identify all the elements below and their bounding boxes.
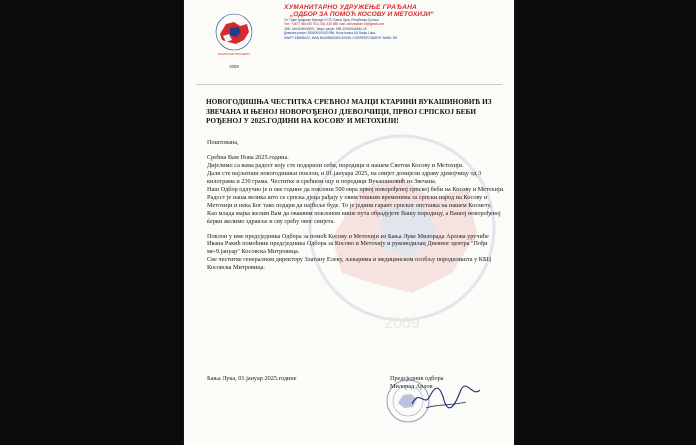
- body-line: Као млада мајка желим Вам да оваквим поклоном више пута обрадујете Вашу породицу, а Вашој новорођеној ќерки желимо здравље и сву срећу овог свијета.: [207, 209, 501, 225]
- handwritten-signature: [406, 378, 486, 414]
- body-line: Све честитке генералном директору Златану Елеку, љекарима и медицинском особљу породилишта у КБЦ Косовска Митровица.: [207, 256, 492, 272]
- org-foreign-account: Девизни рачун: 555000000101996, Nova banka AD Banja Luka,: [284, 31, 376, 36]
- org-phone-email: Тел: +3877 065 687 913, 051 435 880 mail: odborsakim.bl@gmail.com: [284, 22, 385, 27]
- body-line: Дали сте најљепши новогодишњи поклон, и 01.јануара 2025, на свијет донијели здраву дјевојчицу од 3 килограма и 230 грама. Честитке и срећном оцу и породици Вукашиновић из Звечана.: [207, 169, 482, 185]
- place-date: Бања Лука, 01.јануар 2025.године: [207, 375, 297, 382]
- org-swift: SWIFT KBBIBA22, IBAN BA395550000101996, CORRESPONDENT BANK: BS: [284, 35, 398, 40]
- signer-name: Милорад Арлов: [390, 383, 433, 390]
- org-name-line1: ХУМАНИТАРНО УДРУЖЕЊЕ ГРАЂАНА: [284, 4, 417, 11]
- letterhead: [284, 4, 512, 40]
- letter-body: [207, 139, 505, 272]
- logo-year: 2009: [229, 64, 239, 69]
- body-line: Радост је наша велика што се српска дјеца рађају у овим тешким временима за српски народ на Косову и Метохији и нека Бог тако подари да најбоље буде. То је једини гарант српског опстанка на нашем Космету.: [207, 193, 492, 209]
- letter-page: [184, 0, 514, 445]
- organization-logo: [214, 10, 254, 74]
- signer-role: Предсједник одбора: [390, 375, 444, 382]
- body-line: Поклон у име предсједника Одбора за помоћ Косову и Метохији из Бања Луке Милорада Арлова уручиће Ивана Ракић помоћник предсједника Одбора за Косово и Метохију и руководилац Дневног центра "Пођи ме-9.јануар" Косовска Митровица.: [207, 232, 489, 256]
- letter-title: НОВОГОДИШЊА ЧЕСТИТКА СРЕЋНОЈ МАЈЦИ КТАРИНИ ВУКАШИНОВИЋ ИЗ ЗВЕЧАНА И ЊЕНОЈ НОВОРОЂЕНОЈ ДЈЕВОЈЧИЦИ, ПРВОЈ СРПСКОЈ БЕБИ РОЂЕНОЈ У 2025.ГОДИНИ НА КОСОВУ И МЕТОХИЈИ!: [206, 97, 492, 126]
- watermark-year: 2009: [384, 315, 420, 332]
- org-name-line2: „ОДБОР ЗА ПОМОЋ КОСОВУ И МЕТОХИЈИ“: [290, 11, 434, 18]
- letterhead-divider: [196, 84, 502, 85]
- body-line: Срећна Вам Нова 2025.година.: [207, 153, 289, 161]
- body-line: Наш Одбор одлучио је и ове године да поклони 500 евра првој новорођеној српској беби на Косову и Метохији.: [207, 185, 505, 193]
- greeting: Поштована,: [207, 139, 239, 146]
- org-address: Ул. Прве крајишке бригаде 9 ОЗ, Бања Лука, Република Српска: [284, 18, 379, 22]
- org-tax-id: ЈИБ: 4404165540001, Жиро рачун: 555-10000541864-43: [284, 26, 367, 31]
- logo-label: ПОМОЋНИ ПРОЈЕКАТ: [217, 52, 251, 56]
- body-line: Дијелимо са вама радост коју сте подарили себи, породици и нашем Светом Косову и Метохији.: [207, 161, 464, 169]
